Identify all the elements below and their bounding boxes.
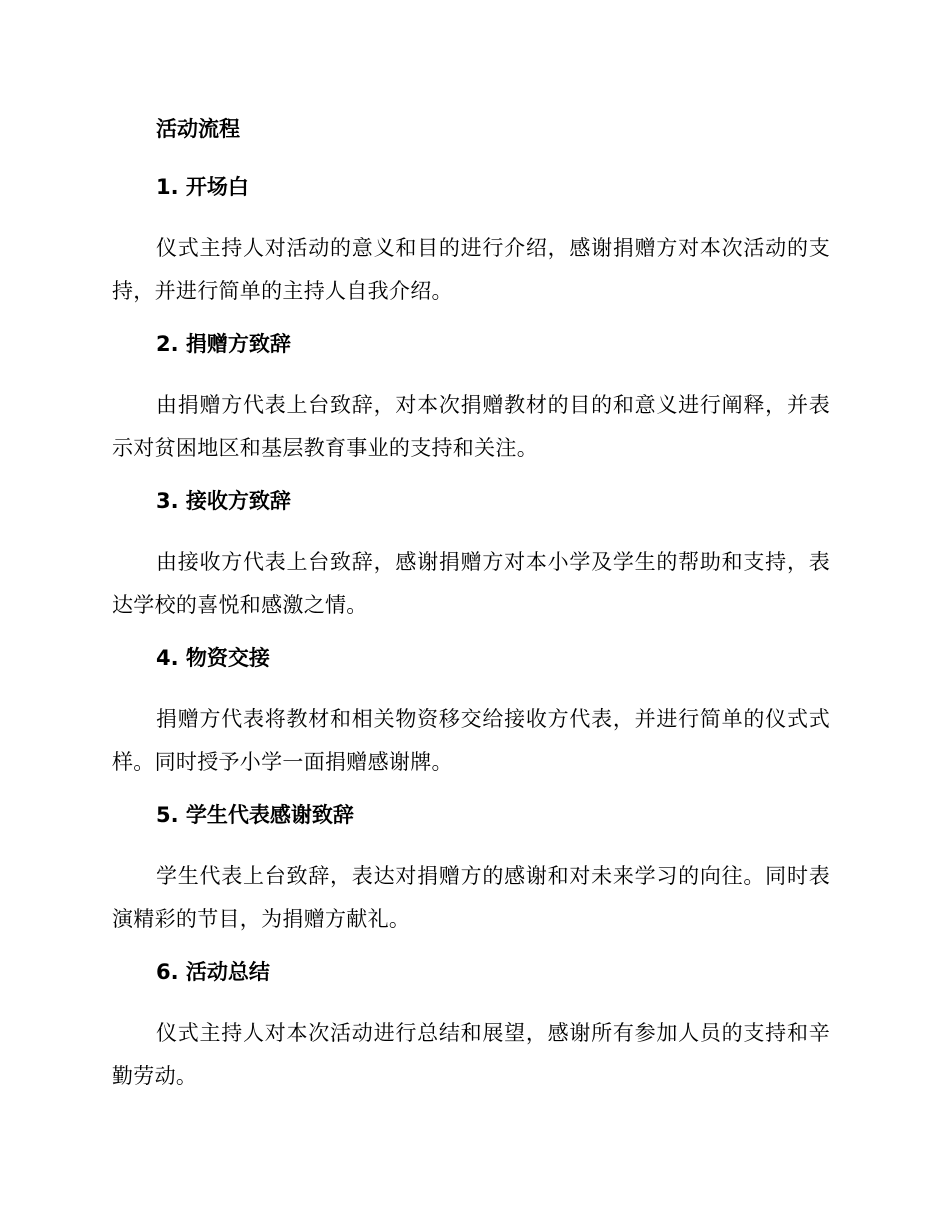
section-heading-donor-speech: 2. 捐赠方致辞 [156,332,291,356]
section-body-donor-speech: 由捐赠方代表上台致辞，对本次捐赠教材的目的和意义进行阐释，并表示对贫困地区和基层教育事业的支持和关注。 [112,393,830,460]
section-body-student-speech: 学生代表上台致辞，表达对捐赠方的感谢和对未来学习的向往。同时表演精彩的节目，为捐赠方献礼。 [112,864,830,931]
document-title: 活动流程 [156,117,240,141]
section-body-handover: 捐赠方代表将教材和相关物资移交给接收方代表，并进行简单的仪式式样。同时授予小学一面捐赠感谢牌。 [112,707,830,774]
section-body-recipient-speech: 由接收方代表上台致辞，感谢捐赠方对本小学及学生的帮助和支持，表达学校的喜悦和感激之情。 [112,550,830,617]
section-body-summary: 仪式主持人对本次活动进行总结和展望，感谢所有参加人员的支持和辛勤劳动。 [112,1021,830,1088]
section-body-opening: 仪式主持人对活动的意义和目的进行介绍，感谢捐赠方对本次活动的支持，并进行简单的主持人自我介绍。 [112,236,830,303]
section-heading-student-speech: 5. 学生代表感谢致辞 [156,803,354,827]
section-heading-opening: 1. 开场白 [156,175,249,199]
section-heading-summary: 6. 活动总结 [156,960,270,984]
section-heading-handover: 4. 物资交接 [156,646,270,670]
section-heading-recipient-speech: 3. 接收方致辞 [156,489,291,513]
